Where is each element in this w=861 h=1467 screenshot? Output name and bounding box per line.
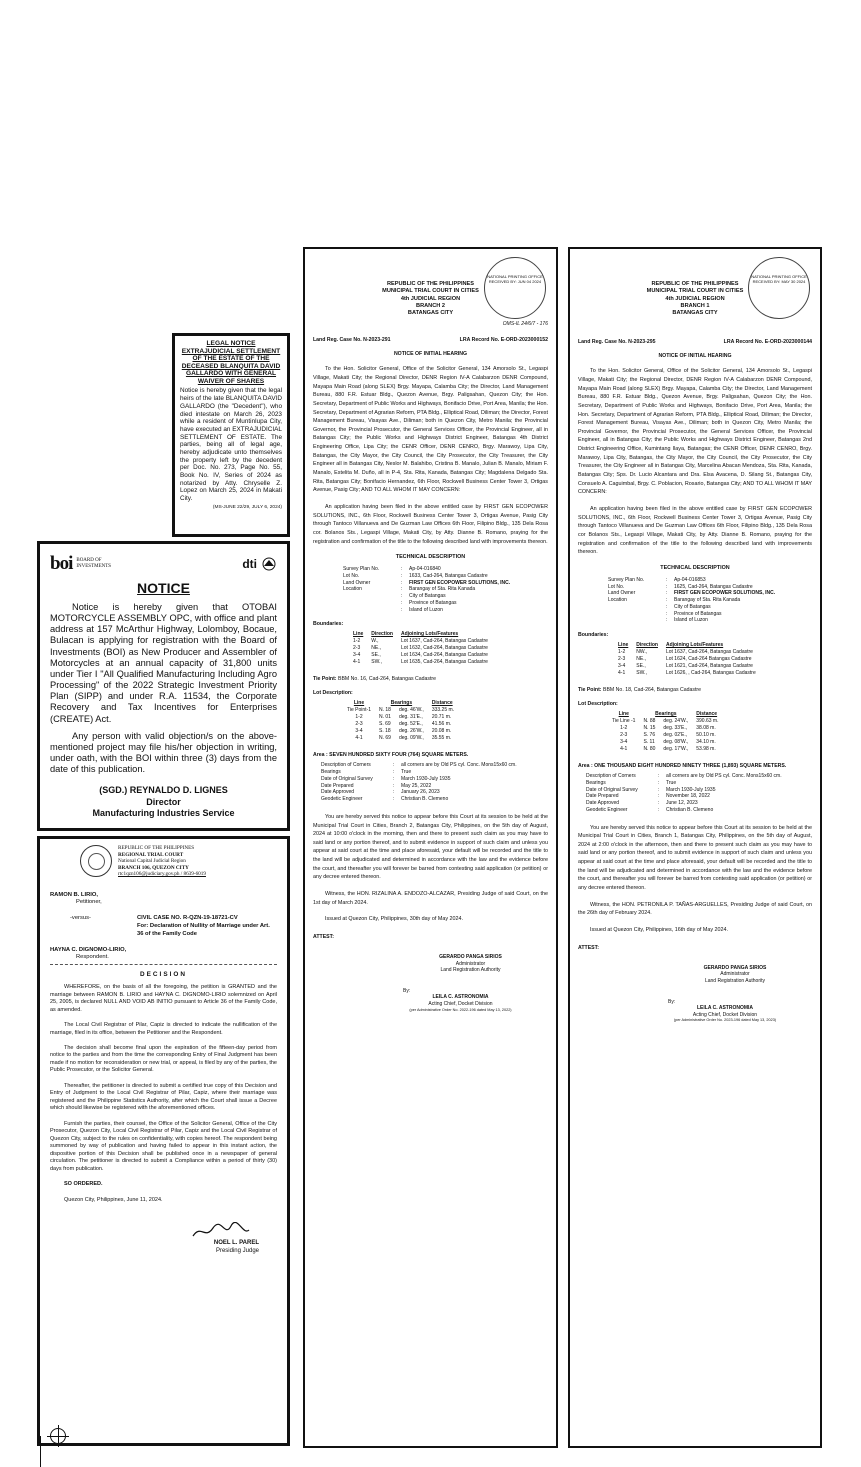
decision-para-3: The decision shall become final upon the expiration of the fifteen-day period from notice to the parties and from the time the corresponding Entry of Final Judgment has been made if no motion for reconsideration or new trial, or appeal, is filed by any of the parties, the Public Prosecutor, or the Solicitor General. [50,1045,277,1074]
mtc-notice-branch-2 [303,247,558,1448]
mtc1-court-2: MUNICIPAL TRIAL COURT IN CITIES [382,288,479,295]
legal-notice-heading: EXTRAJUDICIAL SETTLEMENT OF THE ESTATE OF THE DECEASED BLANQUITA DAVID GALLARDO WITH GENERAL WAIVER OF SHARES [181,347,281,385]
mtc1-title: NOTICE OF INITIAL HEARING [393,351,468,358]
mtc2-hearing: You are hereby served this notice to appear before this Court at its session to be held at the Municipal Trial Court in Cities, Branch 1, Batangas City, Philippines, on the 5th day of August, 2024 at 2:00 o'clock in the afternoon, then and there to present such claim as you may have to said land or any portion thereof, and to submit evidence in support of such claim and unless you appear at said court at the time and place aforesaid, your default will be recorded and the title to the land will be adjudicated and determined in accordance with the law and the evidence before the court, and thereafter you will forever be barred from contesting said application (or petition) or any decree entered thereon. [578,824,812,892]
mtc1-court-5: BATANGAS CITY [407,310,454,317]
boi-signer: (SGD.) REYNALDO D. LIGNES [99,785,228,796]
mtc2-application: An application having been filed in the above entitled case by FIRST GEN ECOPOWER SOLUTIONS, INC., 6th Floor, Rockwell Business Center Tower 3, Ortigas Avenue, Pasig City through Tantoco Villanueva and De Guzman Law Offices 6th Floor, Filipino Bldg., 135 Dela Rosa cor Bolanos Sts., Legaspi Village, Makati City, by Atty. Dianne B. Romano, praying for the registration and confirmation of the title to the following described land with improvements thereon. [578,505,812,556]
table-row: Tie Line -1 N. 88 deg. 24'W., 390.63 m. [612,718,719,725]
table-header: Line Bearings Distance [353,700,453,707]
boi-logo-sub-1: BOARD OF [76,558,102,563]
boi-logo [50,553,111,575]
respondent: HAYNA C. DIGNOMO-LIRIO, [50,946,127,953]
rtc-line-4: BRANCH 106, QUEZON CITY [118,864,189,871]
petitioner-role: Petitioner, [76,899,102,906]
tech-row: Lot No. : 1633, Cad-264, Batangas Cadastre [343,572,488,579]
detail-row: Date of Original Survey : March 1930-July 1935 [321,775,451,782]
registration-mark-icon [50,1428,66,1444]
mtc-notice-branch-1 [568,247,822,1448]
judge-title: Presiding Judge [215,1247,259,1254]
mtc1-area: Area : SEVEN HUNDRED SIXTY FOUR (764) SQUARE METERS. [313,752,469,759]
mtc1-issued: Issued at Quezon City, Philippines, 30th day of May 2024. [325,916,464,923]
mtc2-lra-record: LRA Record No. E-ORD-2023000144 [723,339,812,346]
boi-para-2: Any person with valid objection/s on the above-mentioned project may file his/her objection in writing, under oath, with the BOI within three (3) days from the date of this publication. [50,730,277,775]
boi-para-1: Notice is hereby given that OTOBAI MOTORCYCLE ASSEMBLY OPC, with office and plant address at 157 McArthur Highway, Lolomboy, Bocaue, Bulacan is applying for registration with the Board of Investments (BOI) as New Producer and Assembler of Motorcycles at an annual capacity of 31,800 units under Tier I "All Qualified Manufacturing Including Agro Processing" of the 2022 Strategic Investment Priority Plan (SIPP) and under R.A. 11534, the Corporate Recovery and Tax Incentives for Enterprises (CREATE) Act. [50,602,277,724]
tech-row: : City of Batangas [666,603,711,610]
boi-notice [37,541,290,831]
mtc1-witness: Witness, the HON. RIZALINA A. ENDOZO-ALCAZAR, Presiding Judge of said Court, on the 1st day of March 2024. [313,891,548,906]
tech-row: Land Owner : FIRST GEN ECOPOWER SOLUTIONS, INC. [343,579,511,586]
mtc2-issued: Issued at Quezon City, Philippines, 16th day of May 2024. [590,926,729,933]
received-stamp: NATIONAL PRINTING OFFICE RECEIVED BY: JUN 04 2024 [484,257,546,319]
table-row: 4-1 N. 69 deg. 09'W., 35.55 m. [355,735,452,742]
table-row: 1-2 W., Lot 1637, Cad-264, Batangas Cadastre [353,638,488,645]
tech-row: Land Owner : FIRST GEN ECOPOWER SOLUTIONS, INC. [608,590,776,597]
tech-row: : City of Batangas [401,593,446,600]
tech-row: Location : Barangay of Sta. Rita Kanada [343,586,476,593]
rtc-header [50,845,277,878]
mtc2-title: NOTICE OF INITIAL HEARING [658,353,732,360]
tech-row: Survey Plan No. : Ap-04-016840 [343,566,441,573]
mtc1-land-reg: Land Reg. Case No. N-2023-291 [313,337,391,344]
detail-row: Bearings : True [321,769,412,776]
mtc2-by: By: [668,998,676,1005]
boi-logo-mark: boi [50,553,73,574]
mtc2-details [586,773,812,814]
table-row: 3-4 SE., Lot 1634, Cad-264, Batangas Cadastre [353,652,488,659]
table-row: 4-1 SW., Lot 1626, , Cad-264, Batangas Cadastre [618,670,756,677]
rtc-line-2: REGIONAL TRIAL COURT [118,851,184,858]
mtc1-attest: ATTEST: [313,933,334,940]
decision-para-4: Thereafter, the petitioner is directed to submit a certified true copy of this Decision and Entry of Judgment to the Local Civil Registrar of Pilar, Capiz, where their marriage was registered and the Philippine Statistics Authority, after which the Court shall issue a Decree which should likewise be registered with the aforementioned offices. [50,1082,277,1112]
separator [50,964,277,965]
detail-row: Date Approved : June 12, 2023 [586,800,698,807]
versus: -versus- [70,915,91,922]
boi-signer-office: Manufacturing Industries Service [92,807,235,818]
so-ordered: SO ORDERED. [64,1181,103,1188]
mtc2-attest: ATTEST: [578,944,599,951]
tech-row: Lot No. : 1625, Cad-264, Batangas Cadastre [608,583,753,590]
mtc1-record-row [313,337,548,343]
crop-mark-line [40,1436,41,1467]
table-row: 3-4 SE., Lot 1621, Cad-264, Batangas Cadastre [618,663,753,670]
received-stamp: NATIONAL PRINTING OFFICE RECEIVED BY: MAY 30 2024 [748,257,810,319]
table-row: Tie Point-1 N. 18 deg. 46'W., 333.25 m. [347,707,455,714]
table-row: 4-1 N. 80 deg. 17'W., 53.98 m. [620,746,716,753]
mtc2-admin-block: GERARDO PANGA SIRIOS Administrator Land Registration Authority [703,964,767,985]
legal-notice [172,333,290,537]
table-row: 3-4 S. 11 deg. 08'W., 34.10 m. [620,739,716,746]
detail-row: Bearings : True [586,779,677,786]
rtc-decision [37,836,290,1446]
case-parties [50,892,277,966]
detail-row: Description of Corners : all corners are by Old PS cyl. Conc. Mons15x60 cm. [586,773,782,780]
case-number: CIVIL CASE NO. R-QZN-19-18721-CV [137,915,238,922]
mtc2-area: Area : ONE THOUSAND EIGHT HUNDRED NINETY THREE (1,893) SQUARE METERS. [578,763,787,770]
case-for: For: Declaration of Nullity of Marriage under Art. 36 of the Family Code [137,922,270,937]
dti-logo-text: dti [242,557,257,571]
table-row: 4-1 SW., Lot 1635, Cad-264, Batangas Cadastre [353,659,488,666]
mtc1-court-4: BRANCH 2 [416,302,445,309]
mtc1-lra-record: LRA Record No. E-ORD-2023000152 [459,337,548,344]
mtc2-court: REPUBLIC OF THE PHILIPPINES MUNICIPAL TRIAL COURT IN CITIES 4th JUDICIAL REGION BRANCH 1 BATANGAS CITY [646,281,744,317]
decision-date: Quezon City, Philippines, June 11, 2024. [64,1196,163,1203]
decision-para-2: The Local Civil Registrar of Pilar, Capiz is directed to indicate the nullification of the marriage, filed in its office, between the Petitioner and the Respondent. [50,1022,277,1036]
tech-row: : Island of Luzon [401,606,443,613]
mtc2-land-reg: Land Reg. Case No. N-2023-295 [578,339,656,346]
case-block [137,915,277,938]
tech-row: : Province of Batangas [401,599,457,606]
court-seal-icon [80,845,112,877]
mtc2-lot-table [608,711,723,753]
boi-logo-sub-2: INVESTMENTS [76,564,112,569]
mtc1-lot-desc-label: Lot Description: [313,690,353,697]
decision-para-1: WHEREFORE, on the basis of all the foregoing, the petition is GRANTED and the marriage between RAMON B. LIRIO and HAYNA C. DIGNOMO-LIRIO solemnized on April 25, 2005, is declared NULL AND VOID AB INITIO pursuant to Article 36 of the Family Code, as amended. [50,984,277,1013]
mtc1-hearing: You are hereby served this notice to appear before this Court at its session to be held at the Municipal Trial Court in Cities, Branch 2, Batangas City, Philippines, on the 5th day of August, 2024 at 10:00 o'clock in the morning, then and there to present such claim as you may have to said land or any portion thereof, and to submit evidence in support of such claim and unless you appear at said court at the time and place aforesaid, your default will be recorded and the title to the land will be adjudicated and determined in accordance with the law and the evidence before the court, and thereafter you will forever be barred from contesting said application (or petition) or any decree entered thereon. [313,813,548,881]
detail-row: Description of Corners : all corners are by Old PS cyl. Conc. Mons15x60 cm. [321,762,517,769]
mtc2-boundaries-table [614,642,760,677]
case-row [50,915,277,938]
dti-logo [242,557,277,571]
bagong-pilipinas-icon [261,557,277,571]
decision-para-5: Furnish the parties, their counsel, the Office of the Solicitor General, Office of the City Prosecutor, Quezon City, Local Civil Registrar of Pilar, Capiz and the Local Civil Registrar of Quezon City, subject to the rules on confidentiality, with copies hereof. The respondent being summoned by way of publication and having failed to appear in this instant action, the dispositive portion of this Decision shall be published once in a newspaper of general circulation. The petitioner is directed to submit a Compliance within a period of thirty (30) days from publication. [50,1120,277,1172]
mtc2-tech-list [608,577,812,624]
table-header: Line Direction Adjoining Lots/Features [618,642,724,649]
table-row: 1-2 N. 01 deg. 31'E., 20.71 m. [355,714,452,721]
mtc2-tech-title: TECHNICAL DESCRIPTION [660,564,730,571]
signature-scribble-icon [191,1222,251,1240]
mtc1-tie-point: Tie Point: BBM No. 16, Cad-264, Batangas Cadastre [313,676,437,683]
table-header: Line Direction Adjoining Lots/Features [353,631,459,638]
mtc1-to: To the Hon. Solicitor General, Office of the Solicitor General, 134 Amorsolo St., Legaspi Village, Makati City; the Regional Director, DENR Region IV-A Calabarzon DENR Compound, Mayapa Main Road (along SLEX) Brgy. Mayapa, Calamba City; the Director, Land Management Bureau, 880 F.R. Estuar Bldg., Quezon Avenue, Brgy. Paligsahan, Quezon City; the Hon. Secretary, Department of Public Works and Highways, Bonifacio Drive, Port Area, Manila; the Hon. Secretary, Department of Agrarian Reform, PTA Bldg., Elliptical Road, Diliman; the Director, Forest Management Bureau, Visayas Ave., Diliman; both in Quezon City, Metro Manila; the Provincial Governor, the Provincial Prosecutor, the General Services Officer, the Provincial Engineer, all in Batangas City; the Public Works and Highways District Engineer, Batangas 4th District Engineering Office, Lipa City; the CENR Officer, DENR CENRO, Brgy. Marawoy, Lipa City, Batangas, the City Mayor, the City Council, the City Prosecutor, the City Treasurer, the City Engineer all in Batangas City, Neslor M. Balahibo, Cristina B. Manalo, Julian B. Manalo, Miriam F. Manalo, Estelita M. Duño, all in P-4, Sta. Rita, Kanada, Batangas City; Magdalena Delgado Sta. Rita, Batangas City; Bonifacio Hernandez, 6th Floor, Rockwell Business Center Tower 3, Ortigas Avenue, Pasig City; AND TO ALL WHOM IT MAY CONCERN: [313,366,548,494]
petitioner: RAMON B. LIRIO, [50,891,98,898]
boi-notice-title: NOTICE [137,580,190,596]
mtc1-court-1: REPUBLIC OF THE PHILIPPINES [386,281,475,287]
judge-signature [50,1222,277,1256]
boi-logo-sub [76,558,111,570]
mtc1-by: By: [403,988,411,995]
boi-logo-row [50,550,277,578]
legal-notice-body: Notice is hereby given that the legal heirs of the late BLANQUITA DAVID GALLARDO (the "Decedent"), who died intestate on March 26, 2023 while a resident of Muntinlupa City, have executed an EXTRAJUDICIAL SETTLEMENT OF ESTATE. The parties, being all of legal age, hereby adjudicate unto themselves the property left by the decedent per Doc. No. 273, Page No. 55, Book No. IV, Series of 2024 as notarized by Atty. Chryselle Z. Lopez on March 25, 2024 in Makati City. [180,387,282,503]
rtc-line-3: National Capital Judicial Region [118,858,186,864]
detail-row: Geodetic Engineer : Christian B. Clemeno [586,806,714,813]
decision-title: DECISION [140,971,187,979]
mtc2-tie-point: Tie Point: BBM No. 18, Cad-264, Batangas Cadastre [578,687,702,694]
boi-signer-title: Director [146,796,181,807]
mtc1-boundaries-table [349,631,492,666]
mtc2-witness: Witness, the HON. PETRONILA P. TAÑAS-ARGUELLES, Presiding Judge of said Court, on the 26th day of February 2024. [578,901,812,917]
tech-row: Survey Plan No. : Ap-04-016853 [608,576,706,583]
tech-row: : Province of Batangas [666,610,722,617]
table-row: 2-3 S. 69 deg. 52'E., 41.56 m. [355,721,452,728]
legal-notice-tag: (MS-JUNE 22/29, JULY 6, 2024) [212,504,282,510]
detail-row: Date Prepared : November 18, 2022 [586,793,710,800]
tech-row: Location : Barangay of Sta. Rita Kanada [608,597,741,604]
mtc1-tech-list [343,566,548,613]
detail-row: Date Approved : January 26, 2023 [321,789,440,796]
tech-row: : Island of Luzon [666,617,708,624]
detail-row: Geodetic Engineer : Christian B. Clemeno [321,796,449,803]
mtc1-signer-block: LEILA C. ASTRONOMIA Acting Chief, Docket Division (per Administrative Order No. 2022-196 dated May 13, 2022) [409,994,512,1012]
table-row: 2-3 NE., Lot 1632, Cad-264, Batangas Cadastre [353,645,488,652]
mtc1-handwritten: OMS-IL 24/6/7 - 176 [502,321,548,328]
mtc1-application: An application having been filed in the above entitled case by FIRST GEN ECOPOWER SOLUTIONS, INC., 6th Floor, Rockwell Business Center Tower 3, Ortigas Avenue, Pasig City through Tantoco Villanueva and De Guzman Law Offices 6th Floor, Filipino Bldg., 135 Dela Rosa cor. Bolanos Sts., Legaspi Village, Makati City, by Atty. Dianne B. Romano, praying for the registration and confirmation of the title to the following described land with improvements thereon. [313,503,548,545]
detail-row: Date of Original Survey : March 1930-July 1935 [586,786,716,793]
mtc1-admin-block: GERARDO PANGA SIRIOS Administrator Land Registration Authority [439,953,502,974]
mtc1-lot-table [343,700,458,742]
table-header: Line Bearings Distance [618,711,718,718]
table-row: 2-3 S. 76 deg. 02'E., 50.10 m. [620,732,716,739]
table-row: 3-4 S. 18 deg. 26'W., 20.08 m. [355,728,452,735]
detail-row: Date Prepared : May 25, 2022 [321,782,432,789]
table-row: 2-3 NE., Lot 1624, Cad-264 Batangas Cadastre [618,656,752,663]
rtc-line-1: REPUBLIC OF THE PHILIPPINES [118,845,195,851]
rtc-line-5: rtc1qzn106@judiciary.gov.ph / 8639-6019 [118,871,206,877]
mtc2-signer-block: LEILA C. ASTRONOMIA Acting Chief, Docket Division (per Administrative Order No. 2023-196 dated May 13, 2023) [673,1004,777,1023]
mtc2-to: To the Hon. Solicitor General, Office of the Solicitor General, 134 Amorsolo St., Legaspi Village, Makati City; the Regional Director, DENR Region IV-A Calabarzon DENR Compound, Mayapa Main Road (along SLEX) Brgy. Mayapa, Calamba City; the Director, Land Management Bureau, 880 F.R. Estuar Bldg., Quezon Avenue, Brgy. Paligsahan, Quezon City; the Hon. Secretary, Department of Public Works and Highways, Bonifacio Drive, Port Area, Manila; the Hon. Secretary, Department of Agrarian Reform, PTA Bldg., Elliptical Road, Diliman; the Director, Forest Management Bureau, Visayas Ave., Diliman; both in Quezon City, Metro Manila; the Provincial Governor, the Provincial Prosecutor, the General Services Officer, the Provincial Engineer, all in Batangas City; the Public Works and Highways District Engineer, Batangas 2nd District Engineering Office, Kumintang Ilaya, Batangas; the CENR Officer, DENR CENRO, Brgy. Marawoy, Lipa City, Batangas, the City Mayor, the City Council, the City Prosecutor, the City Treasurer, the City Engineer all in Batangas City, Marcelina Abacan Mendoza, Sta. Rita, Kanada, Batangas City; Sps. Dr. Lucio Alcantara and Dra. Elsa Avacena, D. Silang St., Batangas City, Consuelo A. Caguimbal, Brgy. C. Poblacion, Rosario, Batangas City; AND TO ALL WHOM IT MAY CONCERN: [578,368,812,496]
table-row: 1-2 N. 15 deg. 33'E., 38.08 m. [620,725,716,732]
mtc2-boundaries-label: Boundaries: [578,632,609,639]
mtc1-tech-title: TECHNICAL DESCRIPTION [395,554,466,561]
mtc1-boundaries-label: Boundaries: [313,621,344,628]
legal-notice-title: LEGAL NOTICE [206,340,256,347]
judge-name: NOEL L. PAREL [213,1239,259,1246]
table-row: 1-2 NW., Lot 1637, Cad-264, Batangas Cadastre [618,649,753,656]
rtc-court-lines [118,845,206,878]
boi-signature [50,785,277,819]
mtc1-court-3: 4th JUDICIAL REGION [400,295,461,302]
mtc1-details [321,762,548,803]
mtc2-lot-desc-label: Lot Description: [578,701,618,708]
respondent-role: Respondent. [76,954,109,961]
mtc2-record-row [578,339,812,345]
